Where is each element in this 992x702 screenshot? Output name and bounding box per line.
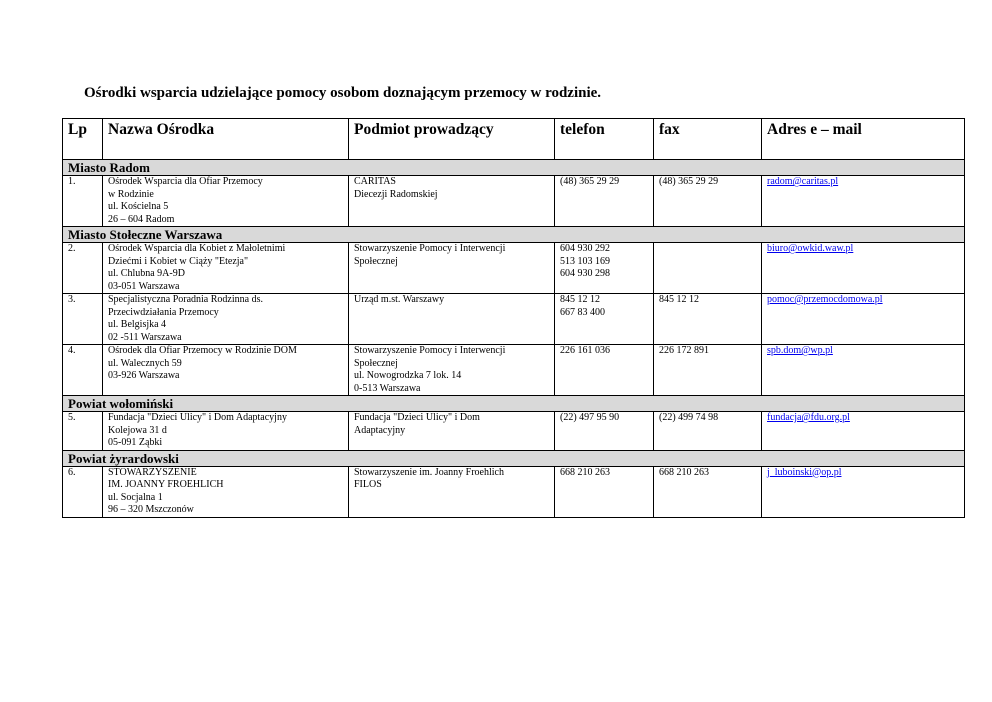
cell-name-line: 03-926 Warszawa	[108, 370, 180, 381]
cell-operator	[349, 345, 555, 396]
cell-operator-line: Fundacja "Dzieci Ulicy" i Dom	[354, 412, 480, 423]
cell-lp: 2.	[63, 243, 103, 294]
cell-name-line: ul. Chlubna 9A-9D	[108, 268, 185, 279]
cell-name-line: w Rodzinie	[108, 188, 154, 200]
cell-email	[762, 412, 965, 451]
cell-operator	[349, 176, 555, 227]
cell-name-line: ul. Socjalna 1	[108, 491, 163, 503]
cell-operator-line: CARITAS	[354, 176, 396, 187]
cell-fax-line: 226 172 891	[659, 345, 709, 356]
cell-name	[103, 294, 349, 345]
cell-lp: 5.	[63, 412, 103, 451]
table-row	[63, 345, 965, 396]
header-operator: Podmiot prowadzący	[349, 119, 555, 160]
table-row	[63, 294, 965, 345]
cell-name-line: Ośrodek dla Ofiar Przemocy w Rodzinie DOM	[108, 345, 297, 356]
section-label: Miasto Stołeczne Warszawa	[63, 227, 965, 243]
cell-operator-line: ul. Nowogrodzka 7 lok. 14	[354, 370, 462, 381]
cell-operator	[349, 294, 555, 345]
header-name: Nazwa Ośrodka	[103, 119, 349, 160]
cell-name-line: Kolejowa 31 d	[108, 424, 167, 436]
cell-name-line: IM. JOANNY FROEHLICH	[108, 479, 224, 490]
cell-name	[103, 345, 349, 396]
cell-phone	[555, 176, 654, 227]
cell-phone-line: 668 210 263	[560, 466, 610, 478]
email-link[interactable]: radom@caritas.pl	[767, 176, 839, 187]
cell-lp: 3.	[63, 294, 103, 345]
cell-operator-line: Adaptacyjny	[354, 424, 406, 436]
cell-name-line: ul. Kościelna 5	[108, 201, 169, 212]
cell-name-line: Ośrodek Wsparcia dla Kobiet z Małoletnimi	[108, 243, 286, 254]
cell-phone	[555, 294, 654, 345]
cell-lp: 6.	[63, 466, 103, 517]
cell-name	[103, 176, 349, 227]
cell-operator	[349, 412, 555, 451]
section-label: Powiat żyrardowski	[63, 450, 965, 466]
cell-email	[762, 176, 965, 227]
cell-operator	[349, 243, 555, 294]
cell-phone-line: 845 12 12	[560, 294, 600, 305]
email-link[interactable]: pomoc@przemocdomowa.pl	[767, 294, 883, 305]
header-email: Adres e – mail	[762, 119, 965, 160]
cell-email	[762, 466, 965, 517]
table-header-row	[63, 119, 965, 160]
cell-name-line: ul. Belgisjka 4	[108, 319, 167, 330]
cell-phone-line: (22) 497 95 90	[560, 412, 620, 423]
table-row	[63, 412, 965, 451]
cell-name-line: Specjalistyczna Poradnia Rodzinna ds.	[108, 294, 263, 305]
cell-fax	[654, 243, 762, 294]
email-link[interactable]: biuro@owkid.waw.pl	[767, 243, 854, 254]
cell-operator-line: Społecznej	[354, 357, 398, 369]
section-label: Miasto Radom	[63, 160, 965, 176]
cell-email	[762, 243, 965, 294]
cell-lp: 1.	[63, 176, 103, 227]
cell-name-line: Przeciwdziałania Przemocy	[108, 306, 219, 318]
cell-name-line: Dziećmi i Kobiet w Ciąży "Etezja"	[108, 255, 249, 267]
table-row	[63, 466, 965, 517]
cell-phone-line: 604 930 292	[560, 243, 610, 254]
cell-operator-line: Stowarzyszenie im. Joanny Froehlich	[354, 466, 504, 478]
table-row	[63, 243, 965, 294]
cell-fax	[654, 294, 762, 345]
table-body	[63, 160, 965, 518]
cell-phone-line: 604 930 298	[560, 268, 610, 279]
cell-name-line: Ośrodek Wsparcia dla Ofiar Przemocy	[108, 176, 263, 187]
cell-phone	[555, 345, 654, 396]
table-row	[63, 176, 965, 227]
section-row	[63, 227, 965, 243]
cell-name-line: 96 – 320 Mszczonów	[108, 504, 194, 515]
cell-name	[103, 466, 349, 517]
cell-name	[103, 412, 349, 451]
cell-fax	[654, 466, 762, 517]
cell-operator-line: FILOS	[354, 479, 382, 490]
cell-operator-line: Stowarzyszenie Pomocy i Interwencji	[354, 243, 506, 254]
cell-phone	[555, 412, 654, 451]
support-centers-table	[62, 118, 965, 518]
document-title: Ośrodki wsparcia udzielające pomocy osobom doznającym przemocy w rodzinie.	[84, 85, 602, 101]
cell-fax-line: 668 210 263	[659, 466, 709, 478]
header-fax: fax	[654, 119, 762, 160]
cell-fax	[654, 176, 762, 227]
cell-fax-line: 845 12 12	[659, 294, 699, 305]
cell-phone-line: 226 161 036	[560, 345, 610, 356]
cell-phone-line: 513 103 169	[560, 255, 610, 267]
cell-name-line: 02 -511 Warszawa	[108, 331, 182, 343]
section-label: Powiat wołomiński	[63, 396, 965, 412]
cell-operator-line: Urząd m.st. Warszawy	[354, 294, 445, 305]
cell-fax-line: (22) 499 74 98	[659, 412, 719, 423]
cell-phone-line: (48) 365 29 29	[560, 176, 620, 187]
cell-operator-line: Diecezji Radomskiej	[354, 188, 438, 200]
section-row	[63, 160, 965, 176]
email-link[interactable]: j_luboinski@op.pl	[767, 466, 842, 478]
cell-lp: 4.	[63, 345, 103, 396]
cell-name-line: 26 – 604 Radom	[108, 213, 175, 225]
cell-operator	[349, 466, 555, 517]
cell-name-line: 05-091 Ząbki	[108, 437, 163, 448]
header-phone: telefon	[555, 119, 654, 160]
cell-name	[103, 243, 349, 294]
section-row	[63, 450, 965, 466]
cell-name-line: ul. Walecznych 59	[108, 357, 182, 369]
cell-email	[762, 294, 965, 345]
email-link[interactable]: fundacja@fdu.org.pl	[767, 412, 850, 423]
cell-phone	[555, 466, 654, 517]
cell-name-line: STOWARZYSZENIE	[108, 466, 197, 478]
cell-operator-line: Społecznej	[354, 255, 398, 267]
cell-fax	[654, 412, 762, 451]
cell-phone-line: 667 83 400	[560, 306, 605, 318]
cell-email	[762, 345, 965, 396]
section-row	[63, 396, 965, 412]
header-lp: Lp	[63, 119, 103, 160]
email-link[interactable]: spb.dom@wp.pl	[767, 345, 833, 356]
cell-fax	[654, 345, 762, 396]
cell-phone	[555, 243, 654, 294]
cell-operator-line: Stowarzyszenie Pomocy i Interwencji	[354, 345, 506, 356]
cell-name-line: Fundacja "Dzieci Ulicy" i Dom Adaptacyjny	[108, 412, 287, 423]
cell-fax-line: (48) 365 29 29	[659, 176, 719, 187]
cell-name-line: 03-051 Warszawa	[108, 280, 180, 292]
cell-operator-line: 0-513 Warszawa	[354, 382, 421, 394]
